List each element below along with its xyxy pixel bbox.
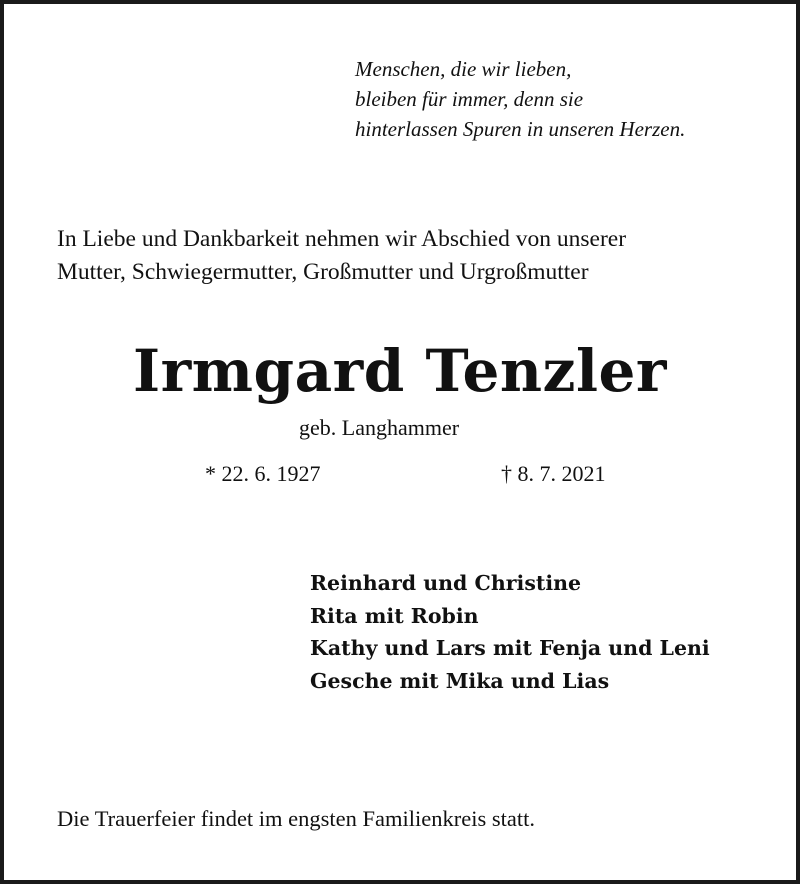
maiden-name: geb. Langhammer <box>299 415 460 440</box>
intro-line: Mutter, Schwiegermutter, Großmutter und Urgroßmutter <box>57 259 589 285</box>
mourner-entry: Gesche mit Mika und Lias <box>310 668 610 693</box>
memorial-quote <box>355 54 685 144</box>
deceased-name: Irmgard Tenzler <box>132 337 667 405</box>
farewell-intro <box>57 223 626 289</box>
quote-line: Menschen, die wir lieben, <box>355 57 572 81</box>
mourner-entry: Kathy und Lars mit Fenja und Leni <box>310 636 710 660</box>
intro-line: In Liebe und Dankbarkeit nehmen wir Abschied von unserer <box>57 226 627 252</box>
mourner-entry: Rita mit Robin <box>310 603 479 628</box>
mourner-entry: Reinhard und Christine <box>310 571 582 595</box>
funeral-note: Die Trauerfeier findet im engsten Familienkreis statt. <box>57 806 536 831</box>
quote-line: hinterlassen Spuren in unseren Herzen. <box>355 117 686 141</box>
quote-line: bleiben für immer, denn sie <box>355 87 584 111</box>
mourners-list <box>310 567 710 697</box>
death-date: † 8. 7. 2021 <box>501 461 606 486</box>
birth-date: * 22. 6. 1927 <box>205 461 321 486</box>
